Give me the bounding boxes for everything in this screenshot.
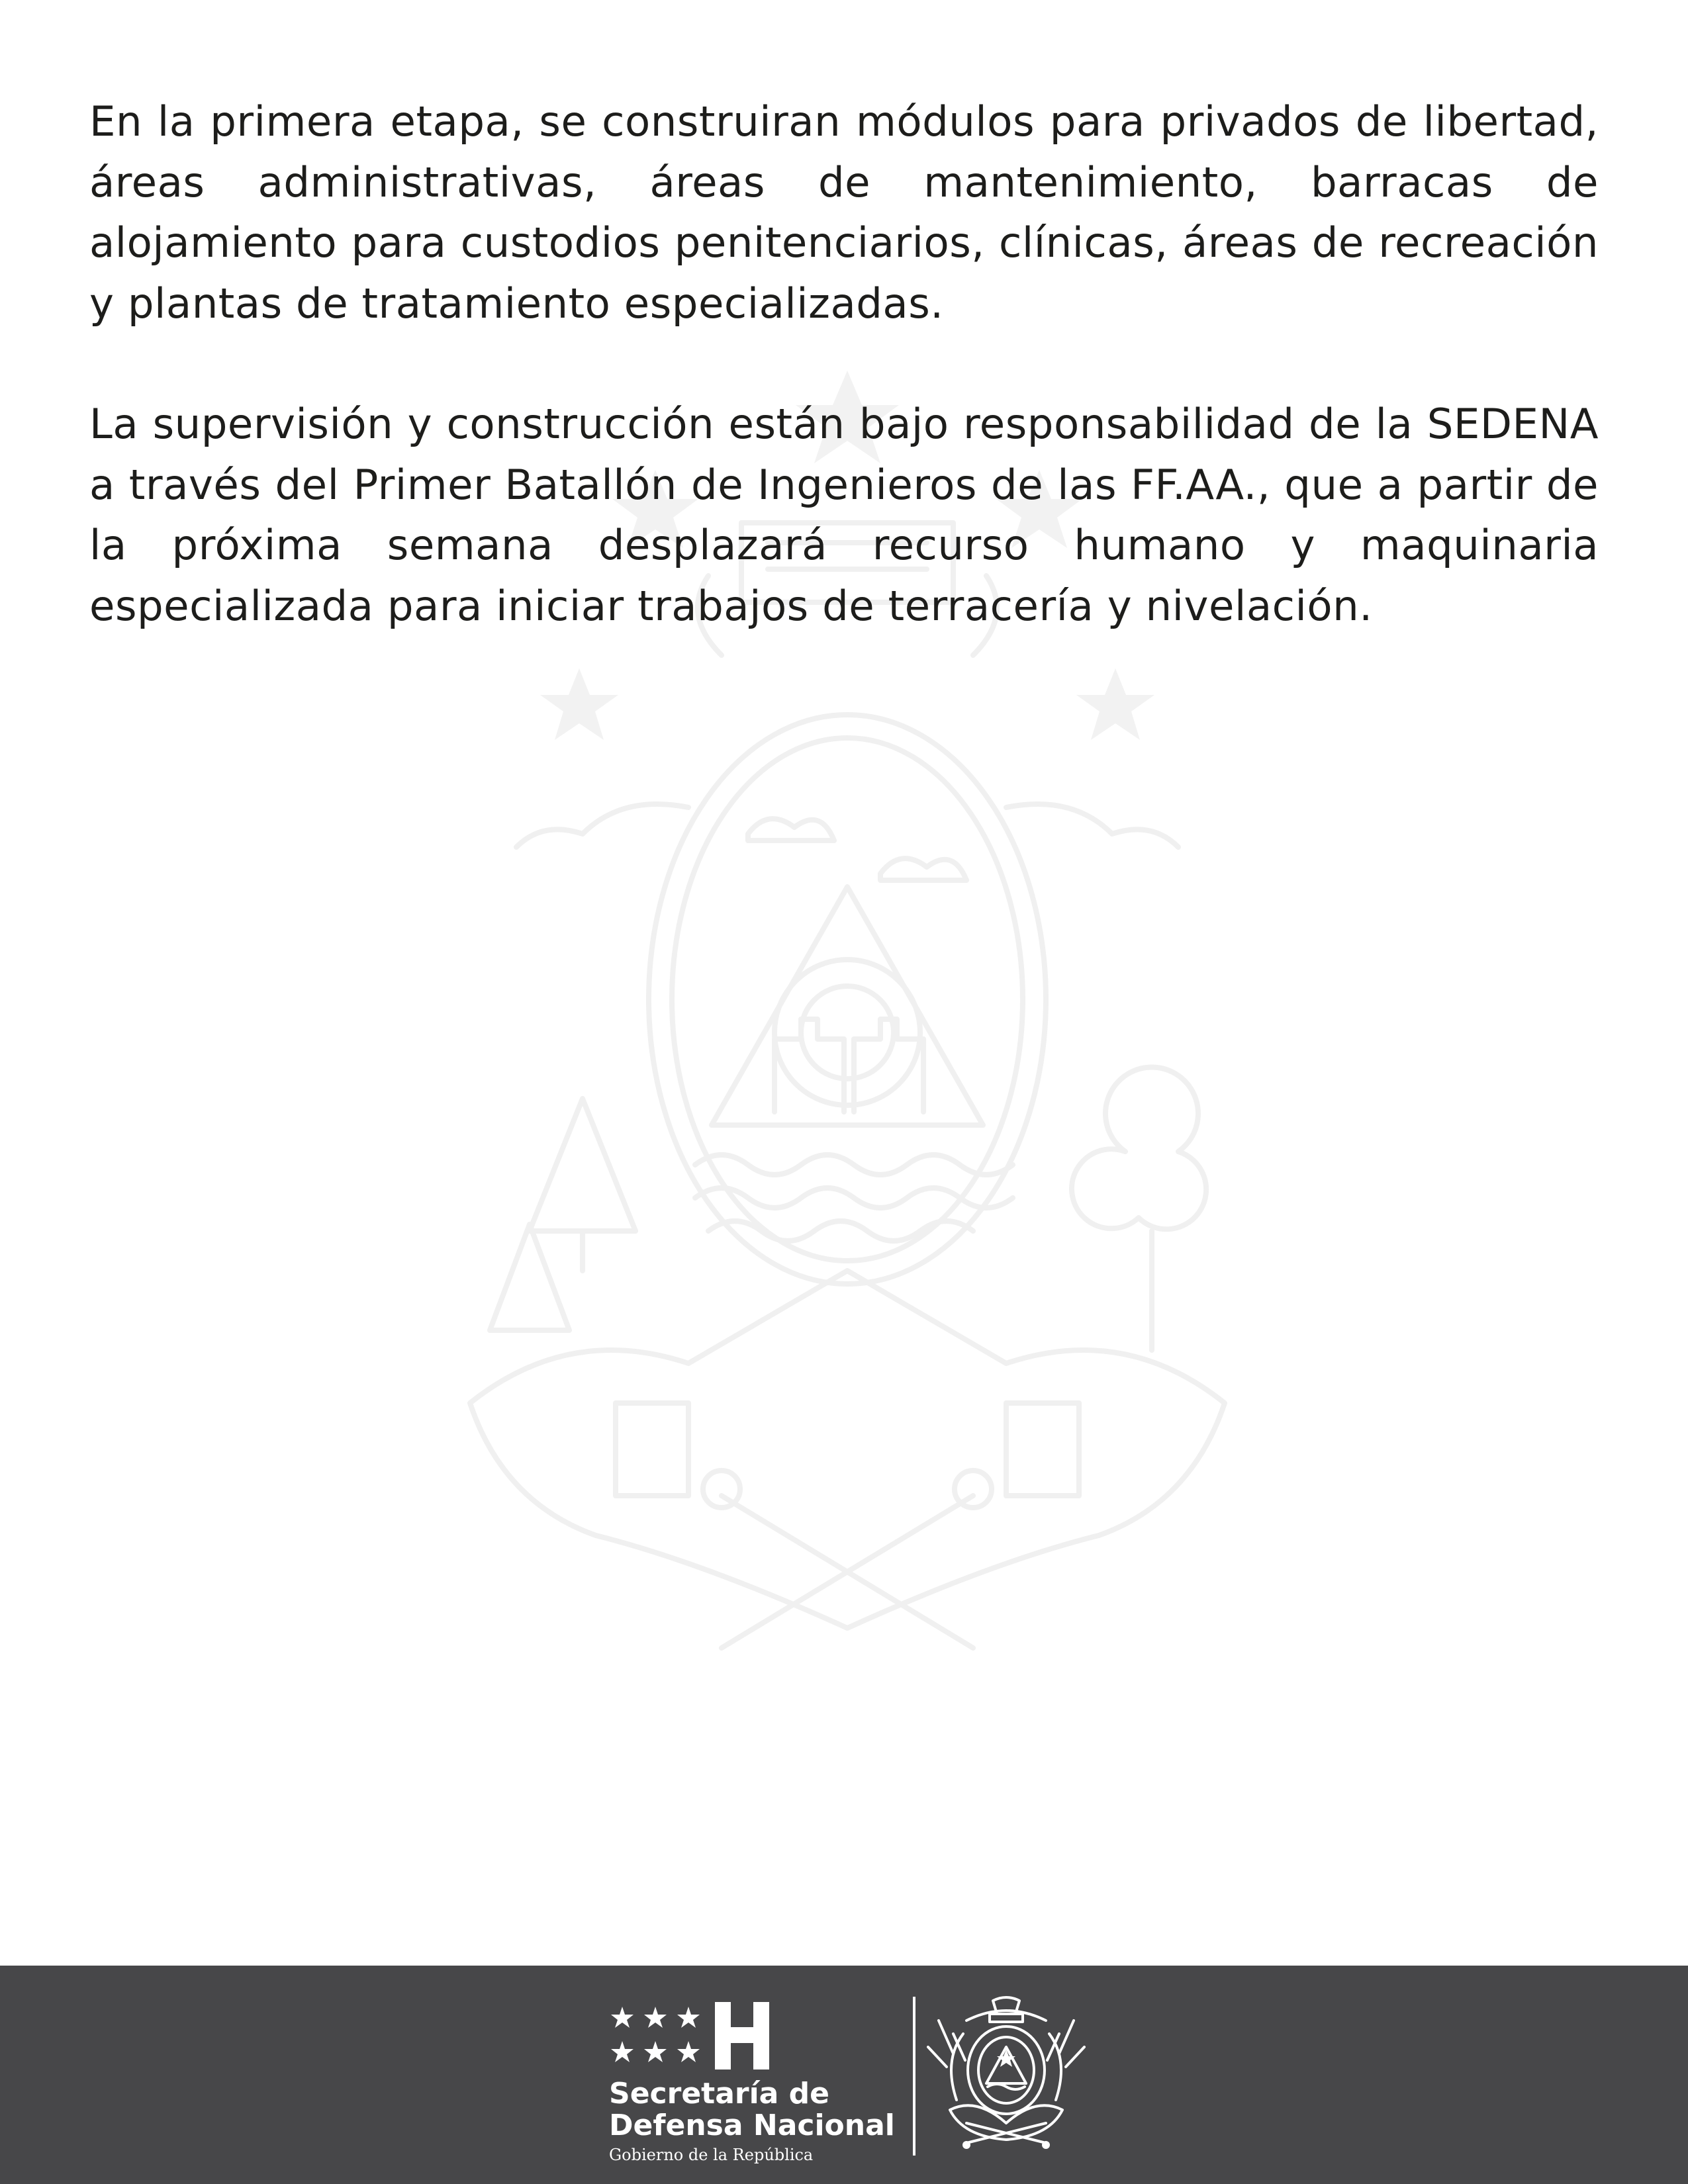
coat-of-arms-honduras-icon: [927, 1994, 1086, 2156]
logo-text-line1: Secretaría de: [609, 2077, 830, 2111]
logo-text-line2: Defensa Nacional: [609, 2109, 895, 2142]
logo-subtitle: Gobierno de la República: [609, 2146, 814, 2164]
paragraph-construction-stages: En la primera etapa, se construiran módulos para privados de libertad, áreas administrativas, áreas de mantenimiento, barracas de alojamiento para custodios penitenciarios, clínicas, áreas de recreación y plantas de tratamiento especializadas.: [89, 97, 1599, 328]
stars-icon: [609, 2004, 708, 2070]
footer-divider: [913, 1997, 915, 2156]
document-body: [89, 91, 1599, 636]
h-logo-icon: [715, 2002, 769, 2070]
sedena-logo: [609, 1966, 920, 2184]
footer-bar: [0, 1966, 1688, 2184]
paragraph-supervision-sedena: La supervisión y construcción están bajo responsabilidad de la SEDENA a través del Primer Batallón de Ingenieros de las FF.AA., que a partir de la próxima semana desplazará recurso humano y maquinaria especializada para iniciar trabajos de terracería y nivelación.: [89, 400, 1599, 630]
